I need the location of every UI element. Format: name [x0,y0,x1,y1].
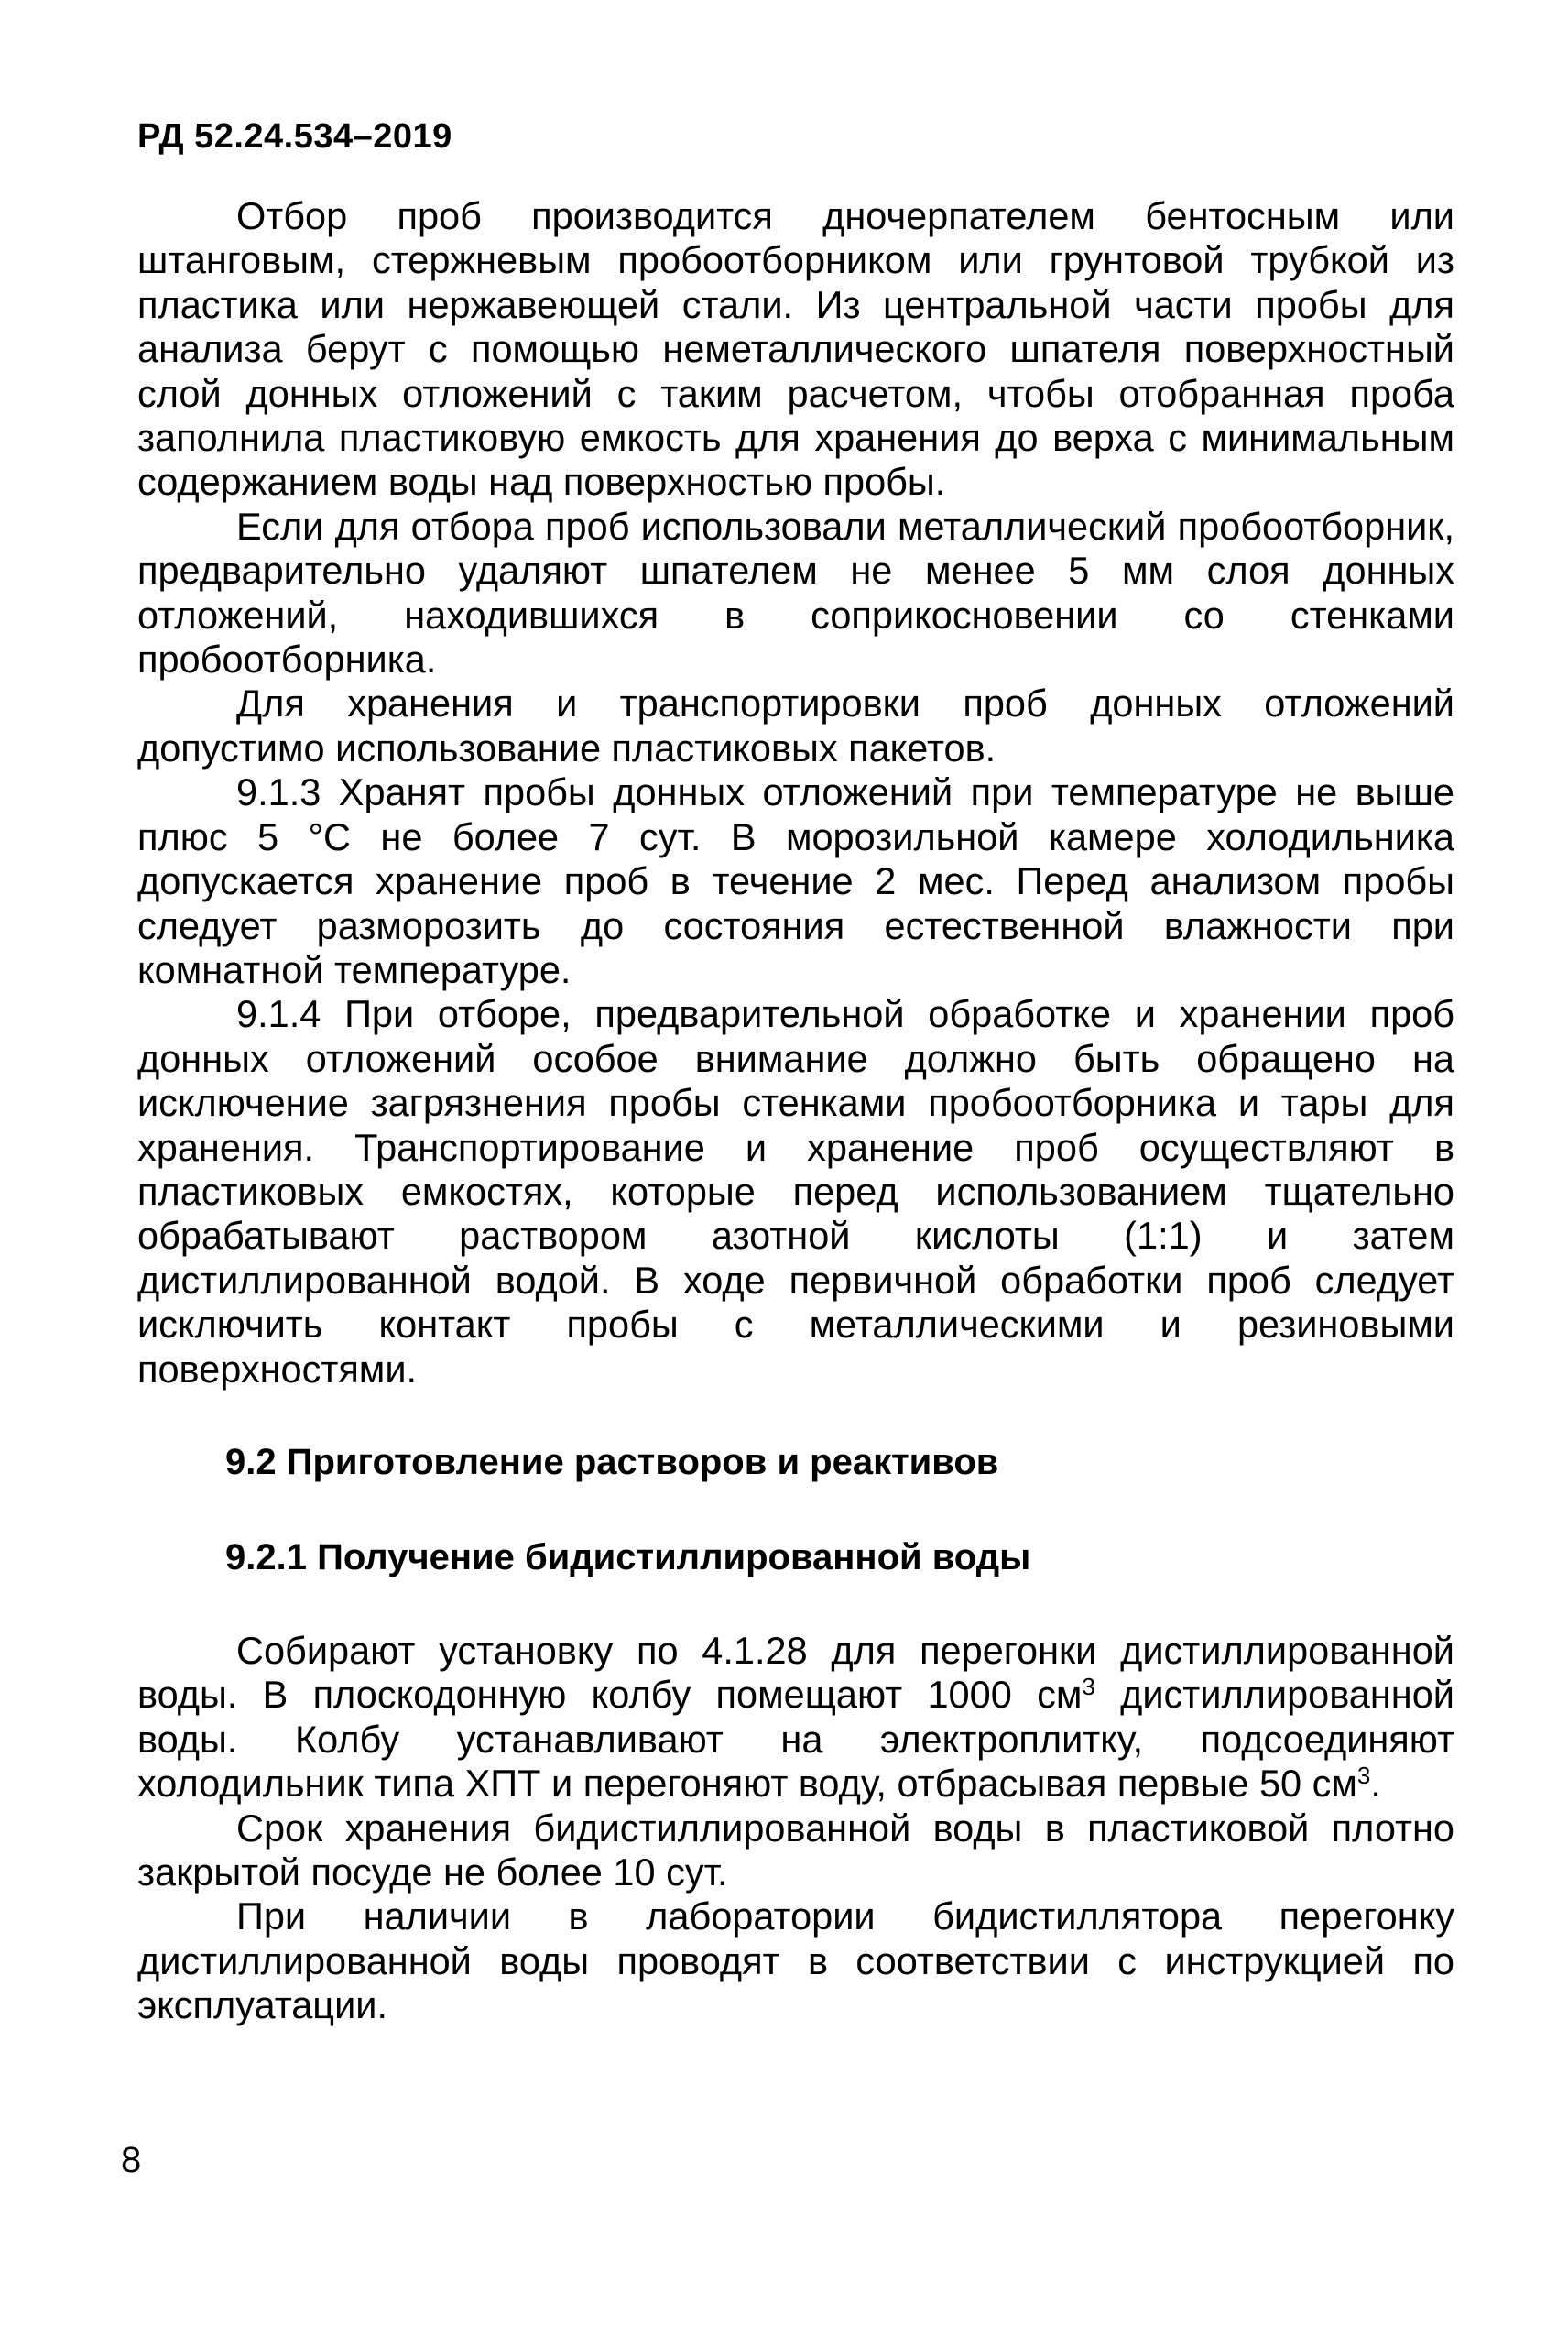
paragraph-bidistiller: При наличии в лаборатории бидистиллятора перегонку дистиллированной воды проводят в соответствии с инструкцией по эксплуатации. [137,1894,1454,2027]
page-number: 8 [121,2140,142,2180]
superscript-cubic-1: 3 [1082,1673,1095,1701]
distillation-text-part3: . [1370,1762,1381,1806]
distillation-text-part1: Собирают установку по 4.1.28 для перегонки дистиллированной воды. В плоскодонную колбу помещают 1000 см [137,1628,1454,1717]
paragraph-storage-bags: Для хранения и транспортировки проб донных отложений допустимо использование пластиковых пакетов. [137,682,1454,770]
superscript-cubic-2: 3 [1356,1762,1371,1790]
document-code-header: РД 52.24.534–2019 [137,117,452,156]
paragraph-9-1-4: 9.1.4 При отборе, предварительной обработке и хранении проб донных отложений особое внимание должно быть обращено на исключение загрязнения пробы стенками пробоотборника и тары для хранения. Транспортирование и хранение проб осуществляют в пластиковых емкостях, которые перед использованием тщательно обрабатывают раствором азотной кислоты (1:1) и затем дистиллированной водой. В ходе первичной обработки проб следует исключить контакт пробы с металлическими и резиновыми поверхностями. [137,992,1454,1391]
paragraph-storage-period: Срок хранения бидистиллированной воды в пластиковой плотно закрытой посуде не более 10 сут. [137,1806,1454,1894]
section-heading-9-2: 9.2 Приготовление растворов и реактивов [225,1441,999,1482]
document-body [137,194,1454,2028]
distillation-text-part2: дистиллированной воды. Колбу устанавливают на электроплитку, подсоединяют холодильник типа ХПТ и перегоняют воду, отбрасывая первые 50 см [137,1673,1454,1806]
paragraph-distillation-setup [137,1629,1454,1807]
paragraph-9-1-3: 9.1.3 Хранят пробы донных отложений при температуре не выше плюс 5 °С не более 7 сут. В морозильной камере холодильника допускается хранение проб в течение 2 мес. Перед анализом пробы следует разморозить до состояния естественной влажности при комнатной температуре. [137,770,1454,991]
section-heading-9-2-1: 9.2.1 Получение бидистиллированной воды [225,1536,1031,1577]
paragraph-sampling-tools: Отбор проб производится дночерпателем бентосным или штанговым, стержневым пробоотборником или грунтовой трубкой из пластика или нержавеющей стали. Из центральной части пробы для анализа берут с помощью неметаллического шпателя поверхностный слой донных отложений с таким расчетом, чтобы отобранная проба заполнила пластиковую емкость для хранения до верха с минимальным содержанием воды над поверхностью пробы. [137,194,1454,504]
paragraph-metal-sampler: Если для отбора проб использовали металлический пробоотборник, предварительно удаляют шпателем не менее 5 мм слоя донных отложений, находившихся в соприкосновении со стенками пробоотборника. [137,504,1454,682]
